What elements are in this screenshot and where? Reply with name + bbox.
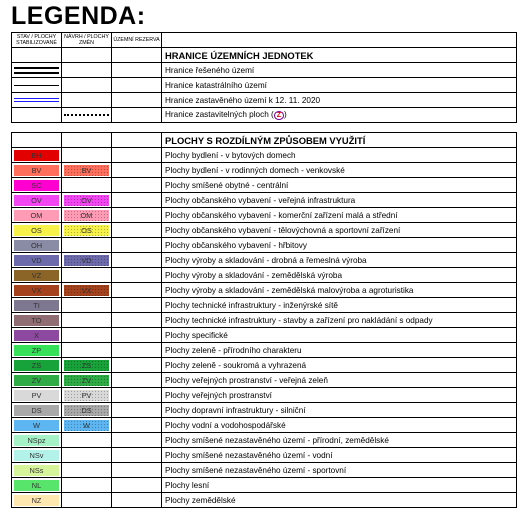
area-row (12, 388, 517, 403)
boundary-line-sample (14, 79, 59, 92)
gap-cell (112, 123, 162, 133)
col-stav-header: STAV / PLOCHY STABILIZOVANÉ (12, 33, 62, 48)
areas-heading-empty-cell (12, 133, 62, 148)
area-stav-cell (12, 433, 62, 448)
area-swatch-navrh: VD (64, 255, 109, 266)
area-swatch-stav: ZS (14, 360, 59, 371)
area-row (12, 208, 517, 223)
area-swatch-stav: OV (14, 195, 59, 206)
area-row (12, 193, 517, 208)
area-navrh-cell (62, 433, 112, 448)
area-stav-cell (12, 463, 62, 478)
area-swatch-stav: BH (14, 150, 59, 161)
area-label: Plochy vodní a vodohospodářské (162, 418, 517, 433)
area-rezerva-cell (112, 373, 162, 388)
boundary-stav-cell (12, 108, 62, 123)
area-label: Plochy výroby a skladování - zemědělská výroba (162, 268, 517, 283)
area-navrh-cell (62, 358, 112, 373)
area-stav-cell (12, 223, 62, 238)
area-stav-cell (12, 493, 62, 508)
boundary-row (12, 78, 517, 93)
area-rezerva-cell (112, 163, 162, 178)
area-stav-cell (12, 238, 62, 253)
gap-cell (62, 123, 112, 133)
area-label: Plochy občanského vybavení - hřbitovy (162, 238, 517, 253)
area-swatch-stav: ZP (14, 345, 59, 356)
area-label: Plochy občanského vybavení - tělovýchovná a sportovní zařízení (162, 223, 517, 238)
area-swatch-stav: OS (14, 225, 59, 236)
area-label: Plochy zeleně - soukromá a vyhrazená (162, 358, 517, 373)
area-navrh-cell (62, 163, 112, 178)
area-navrh-cell (62, 493, 112, 508)
area-stav-cell (12, 373, 62, 388)
area-swatch-navrh: OS (64, 225, 109, 236)
boundary-stav-cell (12, 93, 62, 108)
area-stav-cell (12, 208, 62, 223)
area-swatch-navrh: W (64, 420, 109, 431)
boundary-label (162, 63, 517, 78)
area-stav-cell (12, 193, 62, 208)
area-swatch-stav: NSv (14, 450, 59, 461)
area-rezerva-cell (112, 178, 162, 193)
area-row (12, 358, 517, 373)
boundary-row (12, 63, 517, 78)
area-row (12, 463, 517, 478)
area-row (12, 253, 517, 268)
boundary-row (12, 108, 517, 123)
area-stav-cell (12, 328, 62, 343)
area-rezerva-cell (112, 493, 162, 508)
area-label: Plochy občanského vybavení - komerční zařízení malá a střední (162, 208, 517, 223)
areas-heading-empty-cell (62, 133, 112, 148)
boundaries-heading-empty-cell (112, 48, 162, 63)
area-swatch-navrh: PV (64, 390, 109, 401)
area-label: Plochy bydlení - v rodinných domech - venkovské (162, 163, 517, 178)
area-swatch-stav: VZ (14, 270, 59, 281)
area-swatch-stav: TO (14, 315, 59, 326)
area-label: Plochy občanského vybavení - veřejná infrastruktura (162, 193, 517, 208)
area-swatch-stav: W (14, 420, 59, 431)
area-navrh-cell (62, 253, 112, 268)
area-navrh-cell (62, 388, 112, 403)
boundaries-heading: HRANICE ÚZEMNÍCH JEDNOTEK (162, 48, 517, 63)
boundary-rezerva-cell (112, 93, 162, 108)
area-row (12, 163, 517, 178)
area-label: Plochy veřejných prostranství (162, 388, 517, 403)
area-stav-cell (12, 178, 62, 193)
area-swatch-stav: OH (14, 240, 59, 251)
area-swatch-stav: PV (14, 390, 59, 401)
area-rezerva-cell (112, 328, 162, 343)
area-navrh-cell (62, 283, 112, 298)
section-gap (12, 123, 517, 133)
area-swatch-navrh: OV (64, 195, 109, 206)
boundary-line (14, 67, 59, 69)
area-row (12, 313, 517, 328)
area-row (12, 268, 517, 283)
area-label: Plochy smíšené nezastavěného území - vodní (162, 448, 517, 463)
area-navrh-cell (62, 418, 112, 433)
boundary-line-sample (14, 64, 59, 77)
area-stav-cell (12, 253, 62, 268)
boundary-line (14, 85, 59, 86)
area-label: Plochy zeleně - přírodního charakteru (162, 343, 517, 358)
area-row (12, 328, 517, 343)
area-label: Plochy výroby a skladování - drobná a řemeslná výroba (162, 253, 517, 268)
area-row (12, 283, 517, 298)
area-label: Plochy smíšené obytné - centrální (162, 178, 517, 193)
area-swatch-stav: NSpz (14, 435, 59, 446)
area-swatch-navrh: ZV (64, 375, 109, 386)
area-label: Plochy technické infrastruktury - stavby a zařízení pro nakládání s odpady (162, 313, 517, 328)
area-row (12, 238, 517, 253)
area-rezerva-cell (112, 448, 162, 463)
area-stav-cell (12, 388, 62, 403)
area-rezerva-cell (112, 388, 162, 403)
area-stav-cell (12, 418, 62, 433)
area-rezerva-cell (112, 343, 162, 358)
gap-cell (12, 123, 62, 133)
boundary-row (12, 93, 517, 108)
area-stav-cell (12, 478, 62, 493)
area-navrh-cell (62, 208, 112, 223)
area-swatch-stav: BV (14, 165, 59, 176)
legend-title: LEGENDA: (11, 2, 146, 30)
area-navrh-cell (62, 313, 112, 328)
area-rezerva-cell (112, 148, 162, 163)
area-navrh-cell (62, 193, 112, 208)
area-rezerva-cell (112, 238, 162, 253)
boundary-line (14, 101, 59, 102)
area-rezerva-cell (112, 433, 162, 448)
area-swatch-navrh: DS (64, 405, 109, 416)
boundary-rezerva-cell (112, 78, 162, 93)
area-rezerva-cell (112, 298, 162, 313)
area-navrh-cell (62, 373, 112, 388)
boundary-navrh-cell (62, 108, 112, 123)
boundary-line (64, 114, 109, 116)
boundary-navrh-cell (62, 63, 112, 78)
area-swatch-stav: X (14, 330, 59, 341)
area-navrh-cell (62, 328, 112, 343)
area-swatch-stav: OM (14, 210, 59, 221)
area-label: Plochy lesní (162, 478, 517, 493)
boundary-stav-cell (12, 78, 62, 93)
area-stav-cell (12, 298, 62, 313)
area-navrh-cell (62, 178, 112, 193)
area-swatch-stav: TI (14, 300, 59, 311)
area-rezerva-cell (112, 358, 162, 373)
area-stav-cell (12, 313, 62, 328)
legend-header-row (12, 33, 517, 48)
area-swatch-navrh: ZS (64, 360, 109, 371)
area-row (12, 403, 517, 418)
area-row (12, 298, 517, 313)
area-stav-cell (12, 358, 62, 373)
area-rezerva-cell (112, 283, 162, 298)
boundary-rezerva-cell (112, 63, 162, 78)
col-rezerva-header: ÚZEMNÍ REZERVA (112, 33, 162, 48)
area-swatch-stav: ZV (14, 375, 59, 386)
area-label: Plochy smíšené nezastavěného území - sportovní (162, 463, 517, 478)
area-row (12, 343, 517, 358)
area-swatch-stav: NSs (14, 465, 59, 476)
area-rezerva-cell (112, 418, 162, 433)
area-swatch-stav: VX (14, 285, 59, 296)
area-navrh-cell (62, 238, 112, 253)
area-rezerva-cell (112, 253, 162, 268)
boundaries-heading-row (12, 48, 517, 63)
areas-heading: PLOCHY S ROZDÍLNÝM ZPŮSOBEM VYUŽITÍ (162, 133, 517, 148)
boundary-navrh-cell (62, 93, 112, 108)
boundaries-heading-empty-cell (12, 48, 62, 63)
area-swatch-navrh: OM (64, 210, 109, 221)
area-label: Plochy technické infrastruktury - inženýrské sítě (162, 298, 517, 313)
boundary-line (14, 98, 59, 99)
areas-heading-empty-cell (112, 133, 162, 148)
boundaries-heading-empty-cell (62, 48, 112, 63)
area-navrh-cell (62, 448, 112, 463)
area-swatch-stav: DS (14, 405, 59, 416)
area-rezerva-cell (112, 193, 162, 208)
area-stav-cell (12, 448, 62, 463)
area-navrh-cell (62, 148, 112, 163)
area-rezerva-cell (112, 268, 162, 283)
area-swatch-stav: NL (14, 480, 59, 491)
boundary-line-sample (64, 109, 109, 122)
area-navrh-cell (62, 298, 112, 313)
area-swatch-stav: SC (14, 180, 59, 191)
boundary-line-sample (14, 94, 59, 107)
boundary-stav-cell (12, 63, 62, 78)
col-desc-header (162, 33, 517, 48)
area-rezerva-cell (112, 223, 162, 238)
area-row (12, 178, 517, 193)
area-row (12, 478, 517, 493)
area-stav-cell (12, 163, 62, 178)
legend-table (11, 32, 517, 508)
gap-cell (162, 123, 517, 133)
area-rezerva-cell (112, 403, 162, 418)
zastavitelne-mark: Z (274, 111, 284, 120)
area-row (12, 148, 517, 163)
area-label: Plochy smíšené nezastavěného území - přírodní, zemědělské (162, 433, 517, 448)
area-row (12, 493, 517, 508)
boundary-label-suffix: ) (284, 110, 287, 119)
area-navrh-cell (62, 478, 112, 493)
area-navrh-cell (62, 268, 112, 283)
area-stav-cell (12, 343, 62, 358)
area-swatch-navrh: BV (64, 165, 109, 176)
area-row (12, 448, 517, 463)
areas-heading-row (12, 133, 517, 148)
area-navrh-cell (62, 343, 112, 358)
boundary-label (162, 108, 517, 123)
area-row (12, 373, 517, 388)
col-navrh-header: NÁVRH / PLOCHY ZMĚN (62, 33, 112, 48)
area-label: Plochy bydlení - v bytových domech (162, 148, 517, 163)
area-navrh-cell (62, 223, 112, 238)
area-stav-cell (12, 268, 62, 283)
area-stav-cell (12, 148, 62, 163)
area-label: Plochy dopravní infrastruktury - silniční (162, 403, 517, 418)
area-navrh-cell (62, 463, 112, 478)
area-swatch-stav: NZ (14, 495, 59, 506)
area-label: Plochy výroby a skladování - zemědělská malovýroba a agroturistika (162, 283, 517, 298)
area-label: Plochy zemědělské (162, 493, 517, 508)
area-rezerva-cell (112, 463, 162, 478)
area-swatch-navrh: VX (64, 285, 109, 296)
area-rezerva-cell (112, 313, 162, 328)
area-row (12, 418, 517, 433)
boundary-label-text: Hranice řešeného území (165, 65, 255, 75)
area-swatch-stav: VD (14, 255, 59, 266)
boundary-navrh-cell (62, 78, 112, 93)
boundary-line (14, 72, 59, 74)
boundary-label-text: Hranice katastrálního území (165, 80, 267, 90)
area-label: Plochy specifické (162, 328, 517, 343)
area-rezerva-cell (112, 208, 162, 223)
area-stav-cell (12, 403, 62, 418)
area-row (12, 223, 517, 238)
boundary-label-text: Hranice zastavitelných ploch ( (165, 110, 274, 119)
boundary-label (162, 78, 517, 93)
boundary-label (162, 93, 517, 108)
area-row (12, 433, 517, 448)
area-stav-cell (12, 283, 62, 298)
boundary-label-text: Hranice zastavěného území k 12. 11. 2020 (165, 95, 321, 105)
area-rezerva-cell (112, 478, 162, 493)
boundary-rezerva-cell (112, 108, 162, 123)
area-navrh-cell (62, 403, 112, 418)
area-label: Plochy veřejných prostranství - veřejná zeleň (162, 373, 517, 388)
